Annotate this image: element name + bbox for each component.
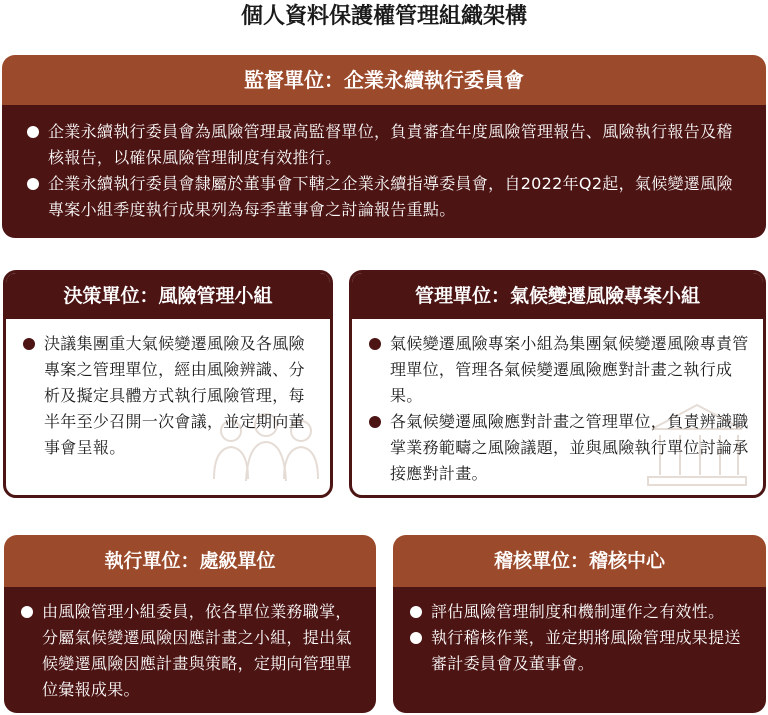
audit-unit-box [393, 535, 766, 713]
execution-unit-box [4, 535, 376, 713]
management-unit-box [349, 270, 766, 498]
bullet-icon [369, 338, 381, 350]
list-item: 各氣候變遷風險應對計畫之管理單位，負責辨識職掌業務範疇之風險議題，並與風險執行單位討論承接應對計畫。 [366, 409, 749, 487]
page-title: 個人資料保護權管理組織架構 [240, 4, 527, 29]
list-item: 氣候變遷風險專案小組為集團氣候變遷風險專責管理單位，管理各氣候變遷風險應對計畫之執行成果。 [366, 331, 749, 409]
bullet-icon [27, 178, 39, 190]
execution-unit-body [4, 587, 376, 713]
bullet-icon [410, 606, 422, 618]
list-item: 決議集團重大氣候變遷風險及各風險專案之管理單位，經由風險辨識、分析及擬定具體方式執行風險管理，每半年至少召開一次會議，並定期向董事會呈報。 [20, 331, 316, 461]
supervisory-unit-body [2, 105, 766, 238]
decision-unit-box [3, 270, 333, 498]
bullet-icon [410, 632, 422, 644]
bullet-icon [27, 126, 39, 138]
list-item: 執行稽核作業，並定期將風險管理成果提送審計委員會及董事會。 [407, 625, 752, 677]
audit-unit-heading: 稽核單位：稽核中心 [393, 535, 766, 587]
management-unit-body [352, 319, 763, 487]
list-item: 由風險管理小組委員，依各單位業務職掌，分屬氣候變遷風險因應計畫之小組，提出氣候變遷風險因應計畫與策略，定期向管理單位彙報成果。 [18, 599, 362, 703]
decision-unit-heading: 決策單位：風險管理小組 [6, 273, 330, 319]
supervisory-unit-box [2, 55, 766, 238]
list-item: 企業永續執行委員會隸屬於董事會下轄之企業永續指導委員會，自2022年Q2起，氣候變遷風險專案小組季度執行成果列為每季董事會之討論報告重點。 [24, 171, 744, 223]
list-item: 評估風險管理制度和機制運作之有效性。 [407, 599, 752, 625]
bullet-icon [369, 416, 381, 428]
bullet-icon [21, 606, 33, 618]
management-unit-heading: 管理單位：氣候變遷風險專案小組 [352, 273, 763, 319]
bullet-icon [23, 338, 35, 350]
execution-unit-heading: 執行單位：處級單位 [4, 535, 376, 587]
decision-unit-body [6, 319, 330, 461]
list-item: 企業永續執行委員會為風險管理最高監督單位，負責審查年度風險管理報告、風險執行報告及稽核報告，以確保風險管理制度有效推行。 [24, 119, 744, 171]
audit-unit-body [393, 587, 766, 713]
supervisory-unit-heading: 監督單位：企業永續執行委員會 [2, 55, 766, 105]
